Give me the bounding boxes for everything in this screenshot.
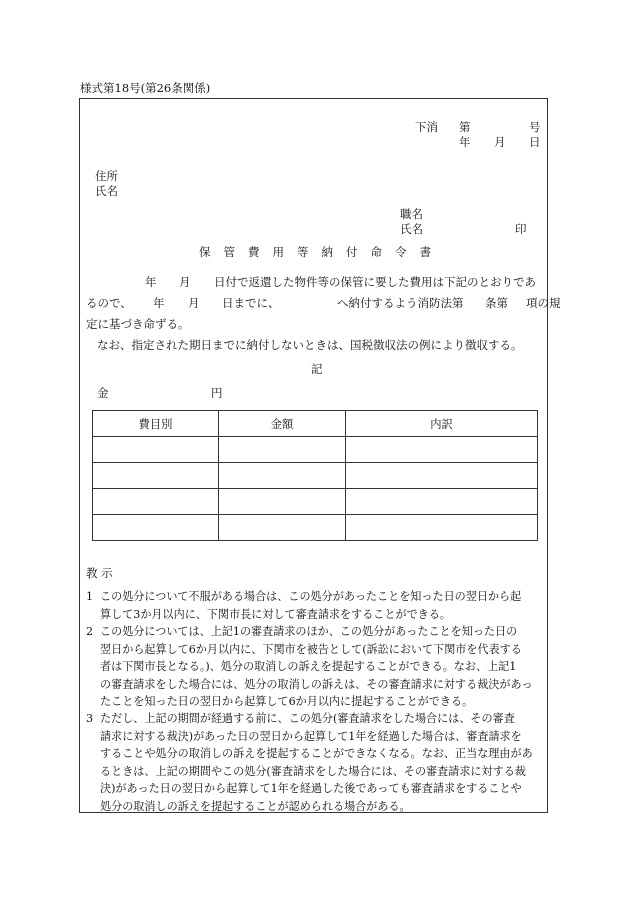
date-day: 日 — [529, 135, 541, 149]
notice-item-text: この処分については、上記1の審査請求のほか、この処分があったことを知った日の 翌日から起算して6か月以内に、下関市を被告として(訴訟において下関市を代表する 者は下関市長となる。)、処分の取消しの訴えを提起することができる。なお、上記1 の審査請求をした場合には、処分の取消しの訴えは、その審査請求に対する裁決があっ たことを知った日の翌日から起算して6か月以内に提起することができる。 — [100, 625, 533, 708]
body-deadline-day: 日までに、 — [222, 296, 280, 310]
amount-unit: 円 — [211, 386, 223, 400]
table-header-cell: 費目別 — [93, 411, 219, 437]
table-cell — [93, 489, 219, 515]
table-cell — [346, 463, 538, 489]
table-row — [93, 437, 538, 463]
body-line1-text: 日付で返還した物件等の保管に要した費用は下記のとおりであ — [214, 275, 536, 289]
table-cell — [219, 489, 346, 515]
fee-table — [92, 410, 538, 541]
doc-no-dai: 第 — [459, 120, 471, 134]
recipient-address-label: 住所 — [95, 169, 118, 183]
table-header-cell: 内訳 — [346, 411, 538, 437]
form-label: 様式第18号(第26条関係) — [80, 81, 211, 95]
notice-item-number: 3 — [86, 712, 94, 725]
table-cell — [93, 463, 219, 489]
table-cell — [346, 515, 538, 541]
table-cell — [219, 463, 346, 489]
table-row — [93, 489, 538, 515]
notice-item-2 — [86, 623, 546, 711]
seal-mark: 印 — [515, 222, 527, 236]
body-line4: なお、指定された期日までに納付しないときは、国税徴収法の例により徴収する。 — [97, 338, 523, 352]
notice-item-1 — [86, 588, 546, 623]
table-cell — [219, 515, 346, 541]
notice-item-text: ただし、上記の期間が経過する前に、この処分(審査請求をした場合には、その審査 請求に対する裁決)があった日の翌日から起算して1年を経過した場合は、審査請求を することや処分の取消しの訴えを提起することができなくなる。なお、正当な理由があ るときは、上記の期間やこの処分(審査請求をした場合には、その審査請求に対する裁 決)があった日の翌日から起算して1年を経過した後であっても審査請求をすることや 処分の取消しの訴えを提起することが認められる場合がある。 — [100, 712, 533, 813]
body-deadline-month: 月 — [188, 296, 200, 310]
table-cell — [93, 437, 219, 463]
amount-label: 金 — [97, 386, 109, 400]
notice-item-text: この処分について不服がある場合は、この処分があったことを知った日の翌日から起 算して3か月以内に、下関市長に対して審査請求をすることができる。 — [100, 590, 522, 621]
body-year: 年 — [145, 275, 157, 289]
table-cell — [346, 489, 538, 515]
body-line2-start: るので、 — [86, 296, 132, 310]
notice-item-number: 1 — [86, 590, 94, 603]
body-clause: 項の規 — [526, 296, 561, 310]
notice-item-number: 2 — [86, 625, 94, 638]
notice-item-3 — [86, 710, 546, 815]
sender-position-label: 職名 — [400, 207, 423, 221]
table-header-row — [93, 411, 538, 437]
body-pay-to: へ納付するよう消防法第 — [337, 296, 464, 310]
notice-heading: 教 示 — [86, 566, 113, 580]
date-month: 月 — [494, 135, 506, 149]
recipient-name-label: 氏名 — [95, 184, 118, 198]
table-cell — [219, 437, 346, 463]
date-year: 年 — [459, 135, 471, 149]
body-deadline-year: 年 — [153, 296, 165, 310]
body-month: 月 — [179, 275, 191, 289]
body-line3: 定に基づき命ずる。 — [86, 317, 190, 331]
document-title: 保 管 費 用 等 納 付 命 令 書 — [199, 245, 431, 259]
body-article: 条第 — [485, 296, 508, 310]
table-cell — [346, 437, 538, 463]
table-cell — [93, 515, 219, 541]
table-row — [93, 515, 538, 541]
table-header-cell: 金額 — [219, 411, 346, 437]
doc-no-prefix: 下消 — [415, 120, 438, 134]
doc-no-go: 号 — [529, 120, 541, 134]
ki-label: 記 — [311, 362, 323, 376]
table-row — [93, 463, 538, 489]
sender-name-label: 氏名 — [400, 222, 423, 236]
